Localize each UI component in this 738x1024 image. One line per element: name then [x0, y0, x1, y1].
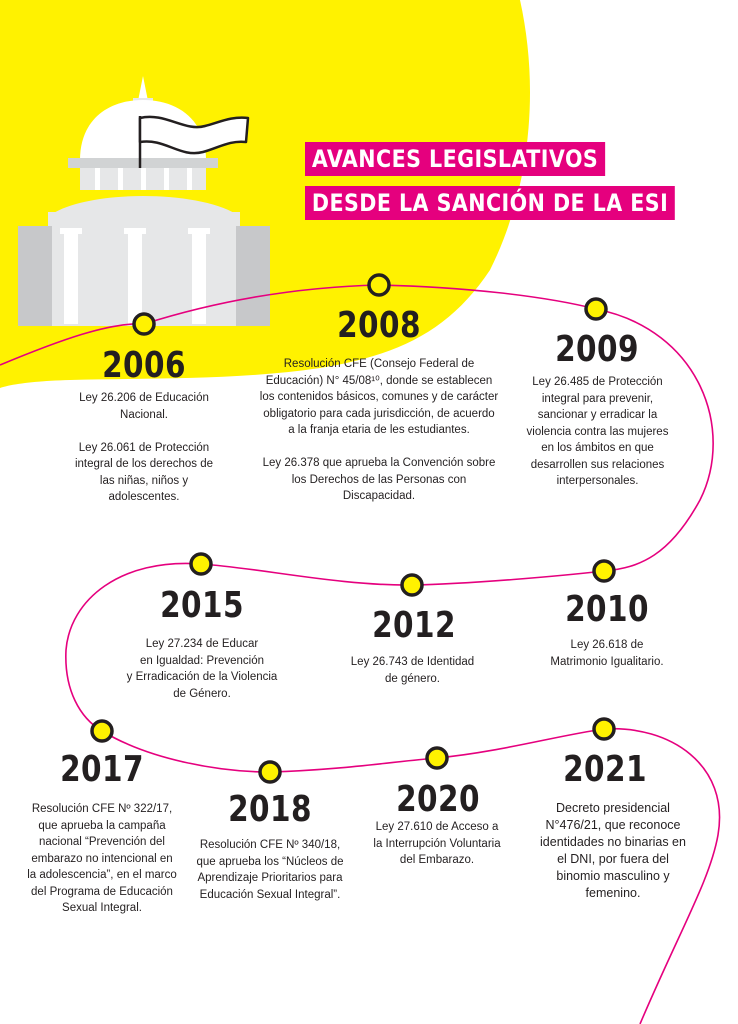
desc-2008: Resolución CFE (Consejo Federal de Educación) N° 45/08¹⁰, donde se establecen los contenidos básicos, comunes y de carácter obligatorio para cada jurisdicción, de acuerdo a la franja etaria de les estudiantes. Ley 26.378 que aprueba la Convención sobre los Derechos de las Personas con Discapacidad. [259, 358, 499, 502]
year-2006: 2006 [102, 345, 186, 386]
title-line-1: AVANCES LEGISLATIVOS [305, 142, 605, 176]
desc-2015: Ley 27.234 de Educar en Igualdad: Prevención y Erradicación de la Violencia de Género. [126, 638, 278, 700]
desc-2020: Ley 27.610 de Acceso a la Interrupción Voluntaria del Embarazo. [373, 821, 501, 866]
year-2017: 2017 [60, 749, 144, 790]
marker-2015 [191, 554, 211, 574]
marker-2020 [427, 748, 447, 768]
marker-2009 [586, 299, 606, 319]
year-2009: 2009 [555, 329, 639, 370]
title-line-2: DESDE LA SANCIÓN DE LA ESI [305, 186, 675, 220]
year-2012: 2012 [372, 605, 456, 646]
desc-2010: Ley 26.618 de Matrimonio Igualitario. [550, 639, 664, 668]
marker-2008 [369, 275, 389, 295]
desc-2017: Resolución CFE Nº 322/17, que aprueba la campaña nacional “Prevención del embarazo no intencional en la adolescencia”, en el marco del Programa de Educación Sexual Integral. [27, 803, 177, 914]
marker-2018 [260, 762, 280, 782]
marker-2021 [594, 719, 614, 739]
year-2010: 2010 [565, 589, 649, 630]
marker-2010 [594, 561, 614, 581]
desc-2009: Ley 26.485 de Protección integral para prevenir, sancionar y erradicar la violencia contra las mujeres en los ámbitos en que desarrollen sus relaciones interpersonales. [526, 376, 669, 487]
desc-2018: Resolución CFE Nº 340/18, que aprueba los “Núcleos de Aprendizaje Prioritarios para Educación Sexual Integral”. [196, 839, 344, 901]
year-2008: 2008 [337, 305, 421, 346]
year-2018: 2018 [228, 789, 312, 830]
marker-2006 [134, 314, 154, 334]
desc-2021: Decreto presidencial N°476/21, que reconoce identidades no binarias en el DNI, por fuera del binomio masculino y femenino. [540, 801, 686, 900]
year-2015: 2015 [160, 585, 244, 626]
year-2020: 2020 [396, 779, 480, 820]
marker-2017 [92, 721, 112, 741]
year-2021: 2021 [563, 749, 647, 790]
desc-2012: Ley 26.743 de Identidad de género. [350, 656, 475, 685]
marker-2012 [402, 575, 422, 595]
desc-2006: Ley 26.206 de Educación Nacional. Ley 26.061 de Protección integral de los derechos de las niñas, niños y adolescentes. [74, 392, 214, 503]
